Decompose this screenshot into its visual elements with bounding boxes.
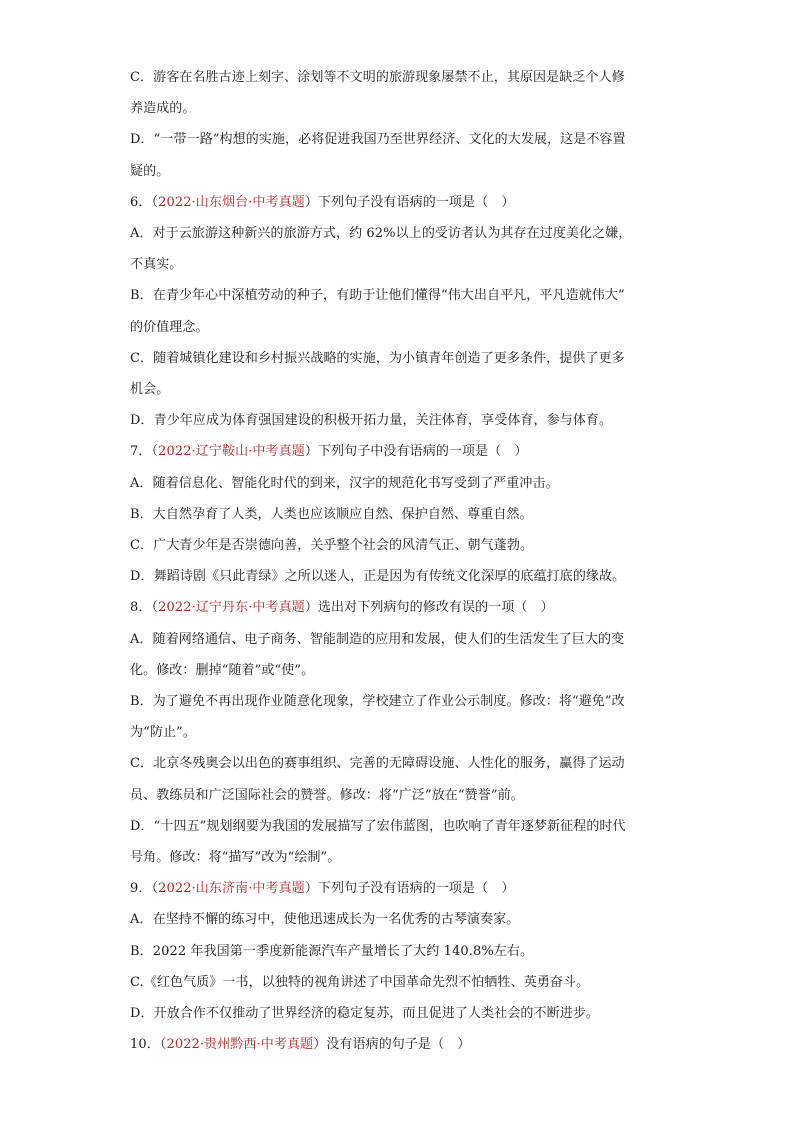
text-line: 不真实。 [130,257,183,273]
question-header [130,187,670,218]
text-line: B．2022 年我国第一季度新能源汽车产量增长了大约 140.8%左右。 [130,943,534,959]
text-line: 员、教练员和广泛国际社会的赞誉。修改：将“广泛”放在“赞誉”前。 [130,787,524,803]
text-line: 号角。修改：将“描写”改为“绘制”。 [130,850,341,866]
text-line: 的价值理念。 [130,319,209,335]
question-number: 10．（ [130,1037,167,1053]
question-source: 2022·山东烟台·中考真题 [158,194,305,210]
text-line: A．随着信息化、智能化时代的到来，汉字的规范化书写受到了严重冲击。 [130,475,559,491]
question-number: 9．（ [130,881,159,897]
text-line: D．青少年应成为体育强国建设的积极开拓力量，关注体育，享受体育，参与体育。 [130,413,613,429]
text-line: C．北京冬残奥会以出色的赛事组织、完善的无障碍设施、人性化的服务，赢得了运动 [130,756,625,772]
question-stem: ）下列句子没有语病的一项是（ ） [304,881,515,897]
text-line: C．广大青少年是否崇德向善，关乎整个社会的风清气正、朝气蓬勃。 [130,538,534,554]
question-list [130,62,670,1061]
text-line: A．对于云旅游这种新兴的旅游方式，约 62%以上的受访者认为其存在过度美化之嫌， [130,226,632,242]
text-line: 为“防止”。 [130,725,196,741]
text-line: D．开放合作不仅推动了世界经济的稳定复苏，而且促进了人类社会的不断进步。 [130,1006,600,1022]
question-header [130,592,670,623]
question-number: 8．（ [130,600,159,616]
text-line: C．游客在名胜古迹上刻字、涂划等不文明的旅游现象屡禁不止，其原因是缺乏个人修 [130,70,625,85]
question-number: 6．（ [130,194,159,210]
question-stem: ）选出对下列病句的修改有误的一项（ ） [304,600,554,616]
question-source: 2022·贵州黔西·中考真题 [166,1037,314,1053]
text-line: D．舞蹈诗剧《只此青绿》之所以迷人，正是因为有传统文化深厚的底蕴打底的缘故。 [130,569,626,585]
text-line: B．大自然孕育了人类，人类也应该顺应自然、保护自然、尊重自然。 [130,506,533,522]
text-line: B．在青少年心中深植劳动的种子，有助于让他们懂得“伟大出自平凡，平凡造就伟大” [130,288,625,304]
text-line: B．为了避免不再出现作业随意化现象，学校建立了作业公示制度。修改：将“避免”改 [130,694,625,710]
question-source: 2022·山东济南·中考真题 [158,881,305,897]
text-line: C.《红色气质》一书，以独特的视角讲述了中国革命先烈不怕牺牲、英勇奋斗。 [130,974,590,990]
text-line: D．“一带一路”构想的实施，必将促进我国乃至世界经济、文化的大发展，这是不容置 [130,132,626,148]
question-stem: ）下列句子中没有语病的一项是（ ） [304,444,528,460]
question-header [130,873,670,904]
text-line: A．在坚持不懈的练习中，使他迅速成长为一名优秀的古琴演奏家。 [130,912,520,928]
question-source: 2022·辽宁鞍山·中考真题 [158,444,305,460]
text-line: 化。修改：删掉“随着”或“使”。 [130,662,315,678]
question-header [130,436,670,467]
question-stem: ）下列句子没有语病的一项是（ ） [304,194,515,210]
text-line: C．随着城镇化建设和乡村振兴战略的实施，为小镇青年创造了更多条件，提供了更多 [130,350,625,366]
text-line: 疑的。 [130,163,170,179]
text-line: 养造成的。 [130,101,196,117]
question-source: 2022·辽宁丹东·中考真题 [158,600,305,616]
text-line: 机会。 [130,382,170,398]
text-line: D．“十四五”规划纲要为我国的发展描写了宏伟蓝图，也吹响了青年逐梦新征程的时代 [130,818,626,834]
question-stem: ）没有语病的句子是（ ） [313,1037,471,1053]
question-header [130,1029,670,1060]
question-number: 7．（ [130,444,159,460]
text-line: A．随着网络通信、电子商务、智能制造的应用和发展，使人们的生活发生了巨大的变 [130,631,625,647]
